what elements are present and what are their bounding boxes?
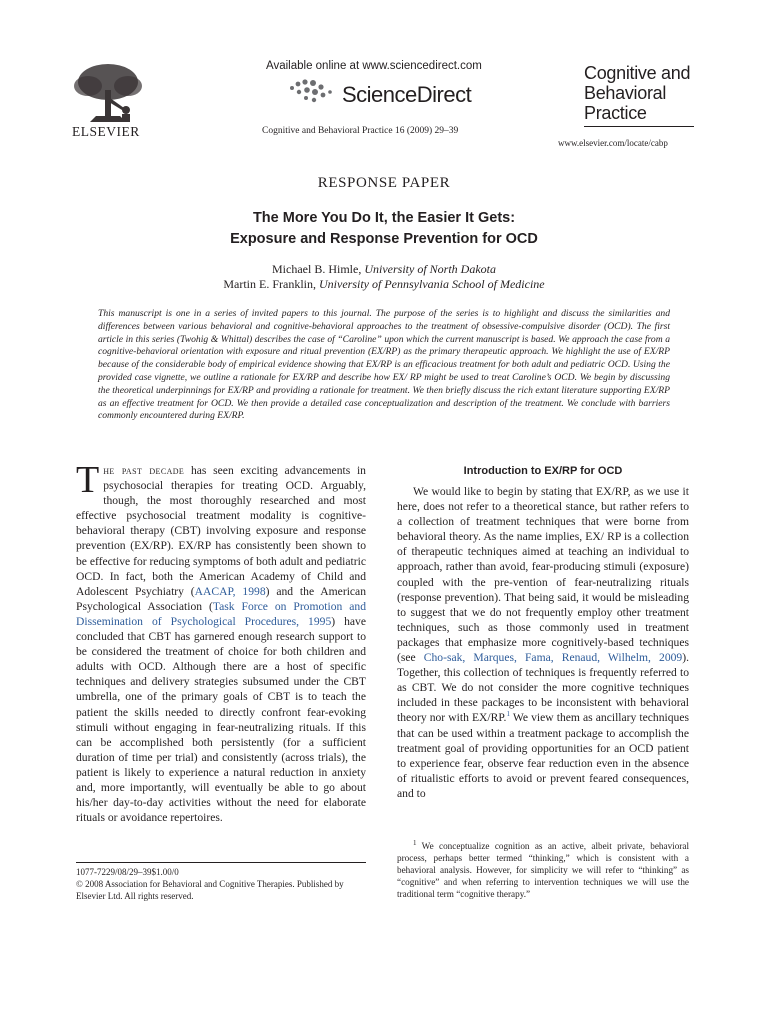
body-right-column (397, 484, 689, 801)
footnote-text: We conceptualize cognition as an active, albeit private, behavioral process, perhaps better termed “thinking,” which is consistent with a behavioral analysis. However, for simplicity we will refer to “thinking” as “cognitive” and when referring to intervention techniques we will use the traditional term “cognitive therapy.” (397, 841, 689, 899)
article-title-line: The More You Do It, the Easier It Gets: (252, 210, 516, 226)
smallcaps-lead: he past decade (103, 464, 185, 477)
abstract: This manuscript is one in a series of invited papers to this journal. The purpose of the series is to highlight and discuss the similarities and differences between various behavioral and cognitive-behavioral approaches to the treatment of obsessive-compulsive disorder (OCD). The first article in this series (Twohig & Whittal) describes the case of “Caroline” upon which the current manuscript is based. We approach the case from a cognitive-behavioral orientation with exposure and ritual prevention (EX/RP) as the primary therapeutic approach. We highlight the use of EX/RP because of the considerable body of empirical evidence showing that EX/RP is an efficacious treatment for both adult and pediatric OCD. Using the provided case vignette, we outline a rationale for EX/RP and describe how EX/ RP might be used to treat Caroline’s OCD. We begin by discussing the theoretical underpinnings for EX/RP and providing a rationale for treatment. We then briefly discuss the rich extant literature supporting EX/RP as an effective treatment for OCD. We then provide a detailed case conceptualization and description of the treatment. We conclude with barriers commonly encountered during EX/RP. (98, 308, 670, 422)
journal-title-line: Practice (584, 103, 647, 123)
drop-cap: T (76, 459, 100, 501)
author-affiliation: University of Pennsylvania School of Medicine (319, 277, 545, 291)
elsevier-tree-logo-icon (66, 60, 150, 124)
footer-divider (76, 862, 366, 863)
author-name: Michael B. Himle, (272, 262, 362, 276)
paragraph-text: ) have concluded that CBT has garnered enough research support to be considered the treatment of choice for both children and adults with OCD. Although there are a host of specific techniques and delivery strategies subsumed under the CBT umbrella, one of the primary goals of CBT is to teach the patient the skills needed to directly confront fear-evoking stimuli without engaging in fear-neutralizing rituals. If this can be accomplished both persistently (for a sufficient duration of time per trial) and consistently (across trials), the patient is likely to experience a natural reduction in anxiety and, more importantly, will eventually be able to go about his/her day-to-day activities without the need for elaborate rituals or avoidance repertoires. (76, 614, 366, 825)
footnote (397, 840, 689, 900)
journal-title-line: Behavioral (584, 83, 667, 103)
issn-line: 1077-7229/08/29–39$1.00/0 (76, 867, 179, 877)
section-heading: Introduction to EX/RP for OCD (463, 465, 623, 477)
author-name: Martin E. Franklin, (223, 277, 317, 291)
citation-link[interactable]: AACAP, 1998 (194, 584, 266, 598)
paragraph-text: has seen exciting advancements in psychosocial therapies for treating OCD. Arguably, though, the most thoroughly researched and most effective psychosocial treatment modality is cognitive-behavioral therapy (CBT) involving exposure and response prevention (EX/RP). EX/RP has consistently been shown to be effective for reducing symptoms of both adult and pediatric OCD. In fact, both the American Academy of Child and Adolescent Psychiatry ( (76, 464, 366, 598)
journal-title-line: Cognitive and (584, 63, 691, 83)
author-affiliation: University of North Dakota (364, 262, 496, 276)
author-line (0, 277, 768, 292)
journal-url-link[interactable]: www.elsevier.com/locate/cabp (558, 138, 668, 148)
article-title (0, 208, 768, 250)
paragraph-text: ) and the American Psychological Association ( (76, 584, 367, 613)
author-line (0, 262, 768, 277)
footnote-marker-link[interactable]: 1 (506, 710, 510, 719)
available-online-text[interactable]: Available online at www.sciencedirect.com (266, 60, 482, 72)
paragraph-text: We would like to begin by stating that EX/RP, as we use it here, does not refer to a theoretical stance, but rather refers to a collection of treatment techniques that were borne from behavioral theory. As the name implies, EX/ RP is a collection of therapeutic techniques aimed at teaching an individual to approach, rather than avoid, fear-producing stimuli (exposure) coupled with the pre-vention of fear-neutralizing rituals (response prevention). That being said, it would be misleading to suggest that we do not frequently employ other treatment techniques, such as those commonly used in treatment packages that emphasize more cognitively-based techniques (see (397, 485, 689, 665)
body-left-column (76, 459, 367, 825)
journal-title (584, 63, 694, 127)
sciencedirect-wordmark: ScienceDirect (342, 82, 472, 107)
sciencedirect-dots-icon (288, 78, 338, 104)
footnote-number: 1 (413, 838, 417, 847)
paragraph-text: We view them as ancillary techniques that can be used within a treatment package to accomplish the treatment goal of providing opportunities for an OCD patient to experience fear, observe fear reduction even in the absence of ritualistic efforts to avoid or prevent feared consequences, and to (397, 711, 689, 800)
article-title-line: Exposure and Response Prevention for OCD (230, 231, 538, 247)
citation-link[interactable]: Task Force on Promotion and Dissemination of Psychological Procedures, 1995 (76, 599, 366, 628)
paragraph-text: ). Together, this collection of techniques is frequently referred to as CBT. We do not consider the more cognitive techniques included in these packages to be inconsistent with behavioral theory nor with EX/RP. (397, 651, 689, 725)
author-list (0, 262, 768, 292)
publisher-name: ELSEVIER (72, 124, 140, 139)
section-label: RESPONSE PAPER (317, 175, 451, 191)
copyright-line: © 2008 Association for Behavioral and Cognitive Therapies. Published by Elsevier Ltd. All rights reserved. (76, 879, 344, 901)
journal-citation: Cognitive and Behavioral Practice 16 (2009) 29–39 (262, 126, 459, 136)
citation-link[interactable]: Cho-sak, Marques, Fama, Renaud, Wilhelm, 2009 (423, 651, 683, 665)
copyright-footer (76, 866, 366, 902)
